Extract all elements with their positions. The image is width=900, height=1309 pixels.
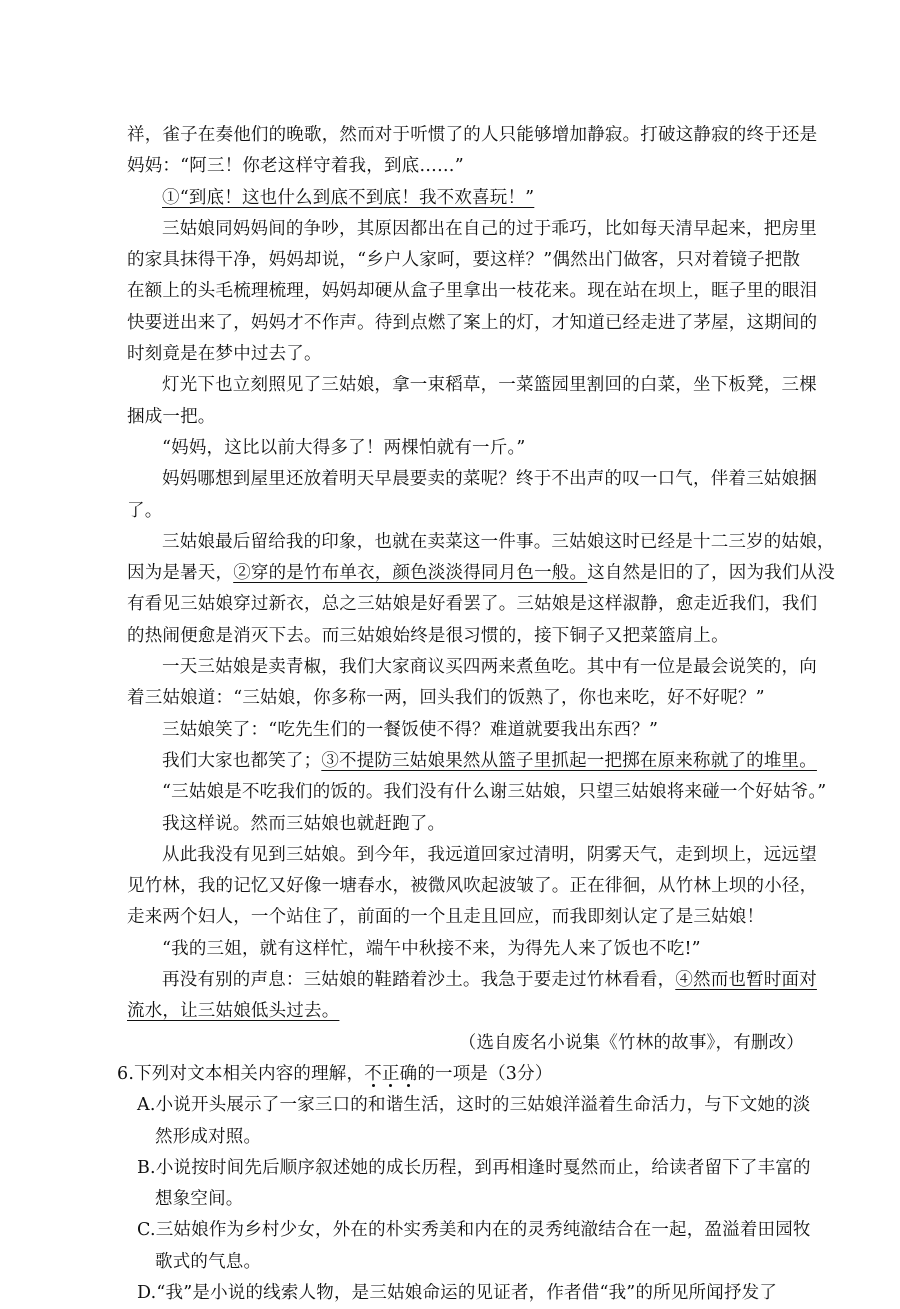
underlined-sentence-4-cont: 流水，让三姑娘低头过去。 xyxy=(127,1001,340,1022)
option-b: B.小说按时间先后顺序叙述她的成长历程，到再相逢时戛然而止，给读者留下了丰富的 xyxy=(137,1157,811,1178)
option-d: D.“我”是小说的线索人物，是三姑娘命运的见证者，作者借“我”的所见所闻抒发了 xyxy=(137,1282,778,1303)
passage-line: “妈妈，这比以前大得多了！两棵怕就有一斤。” xyxy=(162,437,526,458)
passage-line: 三姑娘笑了：“吃先生们的一餐饭使不得？难道就要我出东西？” xyxy=(162,719,659,740)
emphasis-char: 确 xyxy=(399,1063,418,1084)
passage-line: 见竹林，我的记忆又好像一塘春水，被微风吹起波皱了。正在徘徊，从竹林上坝的小径， xyxy=(127,876,818,897)
question-stem xyxy=(117,1059,804,1090)
emphasis-char: 不 xyxy=(364,1063,382,1084)
emphasis-char: 正 xyxy=(381,1063,400,1084)
option-b-cont: 想象空间。 xyxy=(155,1189,244,1210)
option-a: A.小说开头展示了一家三口的和谐生活，这时的三姑娘洋溢着生命活力，与下文她的淡 xyxy=(137,1095,811,1116)
underlined-sentence-3: ③不提防三姑娘果然从篮子里抓起一把掷在原来称就了的堆里。 xyxy=(321,750,817,771)
passage-line: 三姑娘同妈妈间的争吵，其原因都出在自己的过于乖巧，比如每天清早起来，把房里 xyxy=(162,218,817,239)
source-citation: （选自废名小说集《竹林的故事》，有删改） xyxy=(458,1032,804,1053)
passage-line: 有看见三姑娘穿过新衣，总之三姑娘是好看罢了。三姑娘是这样淑静，愈走近我们，我们 xyxy=(127,594,818,615)
passage-line: 三姑娘最后留给我的印象，也就在卖菜这一件事。三姑娘这时已经是十二三岁的姑娘， xyxy=(162,531,835,552)
passage-line: 妈妈：“阿三！你老这样守着我，到底……” xyxy=(127,156,464,177)
passage-line: 妈妈哪想到屋里还放着明天早晨要卖的菜呢？终于不出声的叹一口气，伴着三姑娘捆 xyxy=(162,469,817,490)
passage-line: 的热闹便愈是消灭下去。而三姑娘始终是很习惯的，接下铜子又把菜篮肩上。 xyxy=(127,625,729,646)
passage-line xyxy=(127,996,804,1027)
underlined-sentence-2: ②穿的是竹布单衣，颜色淡淡得同月色一般。 xyxy=(233,563,588,584)
passage-line xyxy=(127,183,804,214)
passage-line: 我这样说。然而三姑娘也就赶跑了。 xyxy=(162,813,446,834)
passage-line xyxy=(127,558,836,589)
passage-line: 在额上的头毛梳理梳理，妈妈却硬从盒子里拿出一枝花来。现在站在坝上，眶子里的眼泪 xyxy=(127,281,818,302)
passage-line: 一天三姑娘是卖青椒，我们大家商议买四两来煮鱼吃。其中有一位是最会说笑的，向 xyxy=(162,657,817,678)
option-c: C.三姑娘作为乡村少女，外在的朴实秀美和内在的灵秀纯澈结合在一起，盈溢着田园牧 xyxy=(137,1220,811,1241)
passage-line: 时刻竟是在梦中过去了。 xyxy=(127,344,322,365)
text-span: 的一项是（3分） xyxy=(417,1063,553,1084)
passage-line: 捆成一把。 xyxy=(127,406,216,427)
underlined-sentence-4: ④然而也暂时面对 xyxy=(675,970,817,991)
passage-line: “三姑娘是不吃我们的饭的。我们没有什么谢三姑娘，只望三姑娘将来碰一个好姑爷。” xyxy=(162,782,827,803)
passage-line: 灯光下也立刻照见了三姑娘，拿一束稻草，一菜篮园里割回的白菜，坐下板凳，三棵 xyxy=(162,375,817,396)
text-span: 再没有别的声息：三姑娘的鞋踏着沙土。我急于要走过竹林看看， xyxy=(162,970,676,991)
option-c-cont: 歌式的气息。 xyxy=(155,1251,262,1272)
text-span: 我们大家也都笑了； xyxy=(162,750,322,771)
underlined-sentence-1: ①“到底！这也什么到底不到底！我不欢喜玩！” xyxy=(162,187,535,208)
text-span: 6.下列对文本相关内容的理解， xyxy=(117,1063,365,1084)
passage-line: 了。 xyxy=(127,500,163,521)
passage xyxy=(127,120,836,1059)
passage-line xyxy=(127,746,817,777)
passage-line: 祥，雀子在奏他们的晚歌，然而对于听惯了的人只能够增加静寂。打破这静寂的终于还是 xyxy=(127,125,818,145)
passage-line: 的家具抹得干净，妈妈却说，“乡户人家呵，要这样？”偶然出门做客，只对着镜子把散 xyxy=(127,250,801,271)
text-span: 这自然是旧的了，因为我们从没 xyxy=(587,563,836,584)
question-6 xyxy=(117,1059,811,1309)
passage-line: 着三姑娘道：“三姑娘，你多称一两，回头我们的饭熟了，你也来吃，好不好呢？” xyxy=(127,688,765,709)
passage-line: 快要迸出来了，妈妈才不作声。待到点燃了案上的灯，才知道已经走进了茅屋，这期间的 xyxy=(127,312,818,333)
passage-line xyxy=(127,965,817,996)
text-span: 因为是暑天， xyxy=(127,563,234,584)
passage-line: “我的三姐，就有这样忙，端午中秋接不来，为得先人来了饭也不吃!” xyxy=(162,938,701,959)
option-a-cont: 然形成对照。 xyxy=(155,1126,262,1147)
passage-line: 从此我没有见到三姑娘。到今年，我远道回家过清明，阴雾天气，走到坝上，远远望 xyxy=(162,844,817,865)
passage-line: 走来两个妇人，一个站住了，前面的一个且走且回应，而我即刻认定了是三姑娘！ xyxy=(127,907,765,928)
